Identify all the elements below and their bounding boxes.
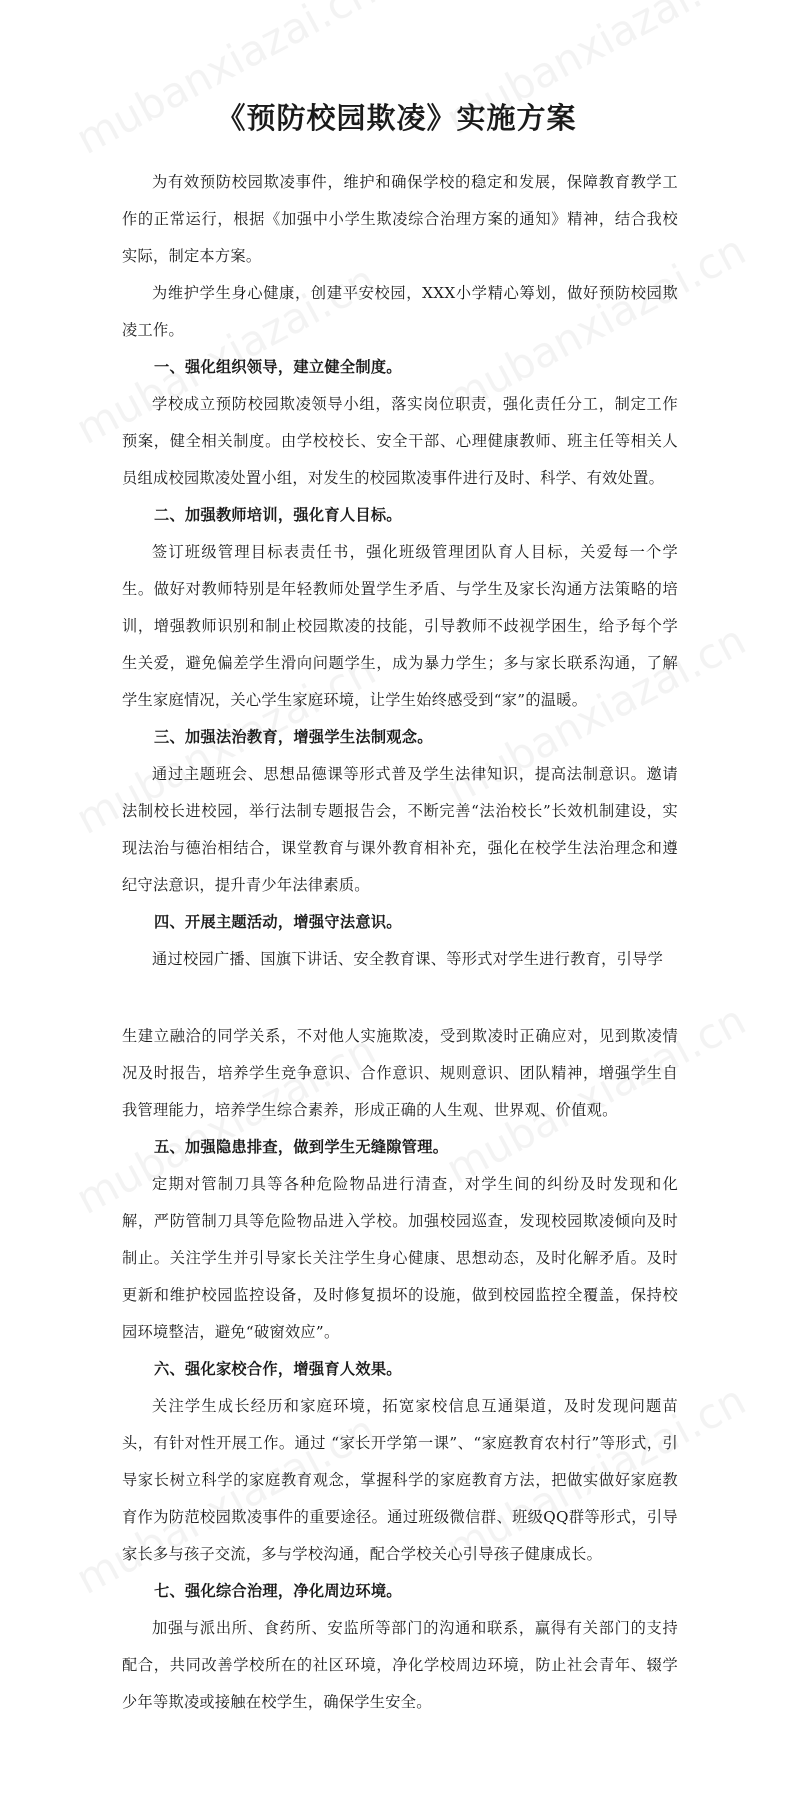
section-body-5: 定期对管制刀具等各种危险物品进行清查，对学生间的纠纷及时发现和化解，严防管制刀具等危险物品进入学校。加强校园巡查，发现校园欺凌倾向及时制止。关注学生并引导家长关注学生身心健康、思想动态，及时化解矛盾。及时更新和维护校园监控设备，及时修复损坏的设施，做到校园监控全覆盖，保持校园环境整洁，避免“破窗效应”。 bbox=[122, 1175, 678, 1341]
section-body-4: 通过校园广播、国旗下讲话、安全教育课、等形式对学生进行教育，引导学 bbox=[152, 950, 664, 968]
section-body-6: 关注学生成长经历和家庭环境，拓宽家校信息互通渠道，及时发现问题苗头，有针对性开展工作。通过 “家长开学第一课”、“家庭教育农村行”等形式，引导家长树立科学的家庭教育观念，掌握科学的家庭教育方法，把做实做好家庭教育作为防范校园欺凌事件的重要途径。通过班级微信群、班级QQ群等形式，引导家长多与孩子交流，多与学校沟通，配合学校关心引导孩子健康成长。 bbox=[122, 1397, 678, 1563]
intro-paragraph-1: 为有效预防校园欺凌事件，维护和确保学校的稳定和发展，保障教育教学工作的正常运行，根据《加强中小学生欺凌综合治理方案的通知》精神，结合我校实际，制定本方案。 bbox=[122, 173, 678, 265]
section-heading-3: 三、加强法治教育，增强学生法制观念。 bbox=[154, 728, 433, 746]
section-heading-4: 四、开展主题活动，增强守法意识。 bbox=[154, 913, 402, 931]
intro-paragraph-2: 为维护学生身心健康，创建平安校园，XXX小学精心筹划，做好预防校园欺凌工作。 bbox=[122, 284, 678, 339]
section-body-2: 签订班级管理目标表责任书，强化班级管理团队育人目标，关爱每一个学生。做好对教师特别是年轻教师处置学生矛盾、与学生及家长沟通方法策略的培训，增强教师识别和制止校园欺凌的技能，引导教师不歧视学困生，给予每个学生关爱，避免偏差学生滑向问题学生，成为暴力学生；多与家长联系沟通，了解学生家庭情况，关心学生家庭环境，让学生始终感受到“家”的温暖。 bbox=[122, 543, 678, 709]
section-body-3: 通过主题班会、思想品德课等形式普及学生法律知识，提高法制意识。邀请法制校长进校园，举行法制专题报告会，不断完善“法治校长”长效机制建设，实现法治与德治相结合，课堂教育与课外教育相补充，强化在校学生法治理念和遵纪守法意识，提升青少年法律素质。 bbox=[122, 765, 678, 894]
section-heading-7: 七、强化综合治理，净化周边环境。 bbox=[154, 1582, 402, 1600]
watermark bbox=[68, 0, 384, 164]
section-heading-1: 一、强化组织领导，建立健全制度。 bbox=[154, 358, 402, 376]
section-body-4-continued: 生建立融洽的同学关系，不对他人实施欺凌，受到欺凌时正确应对，见到欺凌情况及时报告，培养学生竞争意识、合作意识、规则意识、团队精神，增强学生自我管理能力，培养学生综合素养，形成正确的人生观、世界观、价值观。 bbox=[122, 1027, 678, 1119]
section-heading-5: 五、加强隐患排查，做到学生无缝隙管理。 bbox=[154, 1138, 449, 1156]
document-title: 《预防校园欺凌》实施方案 bbox=[216, 101, 577, 135]
section-body-1: 学校成立预防校园欺凌领导小组，落实岗位职责，强化责任分工，制定工作预案，健全相关制度。由学校校长、安全干部、心理健康教师、班主任等相关人员组成校园欺凌处置小组，对发生的校园欺凌事件进行及时、科学、有效处置。 bbox=[122, 395, 678, 487]
section-heading-6: 六、强化家校合作，增强育人效果。 bbox=[154, 1360, 402, 1378]
section-body-7: 加强与派出所、食药所、安监所等部门的沟通和联系，赢得有关部门的支持配合，共同改善学校所在的社区环境，净化学校周边环境，防止社会青年、辍学少年等欺凌或接触在校学生，确保学生安全。 bbox=[122, 1619, 678, 1711]
section-heading-2: 二、加强教师培训，强化育人目标。 bbox=[154, 506, 402, 524]
